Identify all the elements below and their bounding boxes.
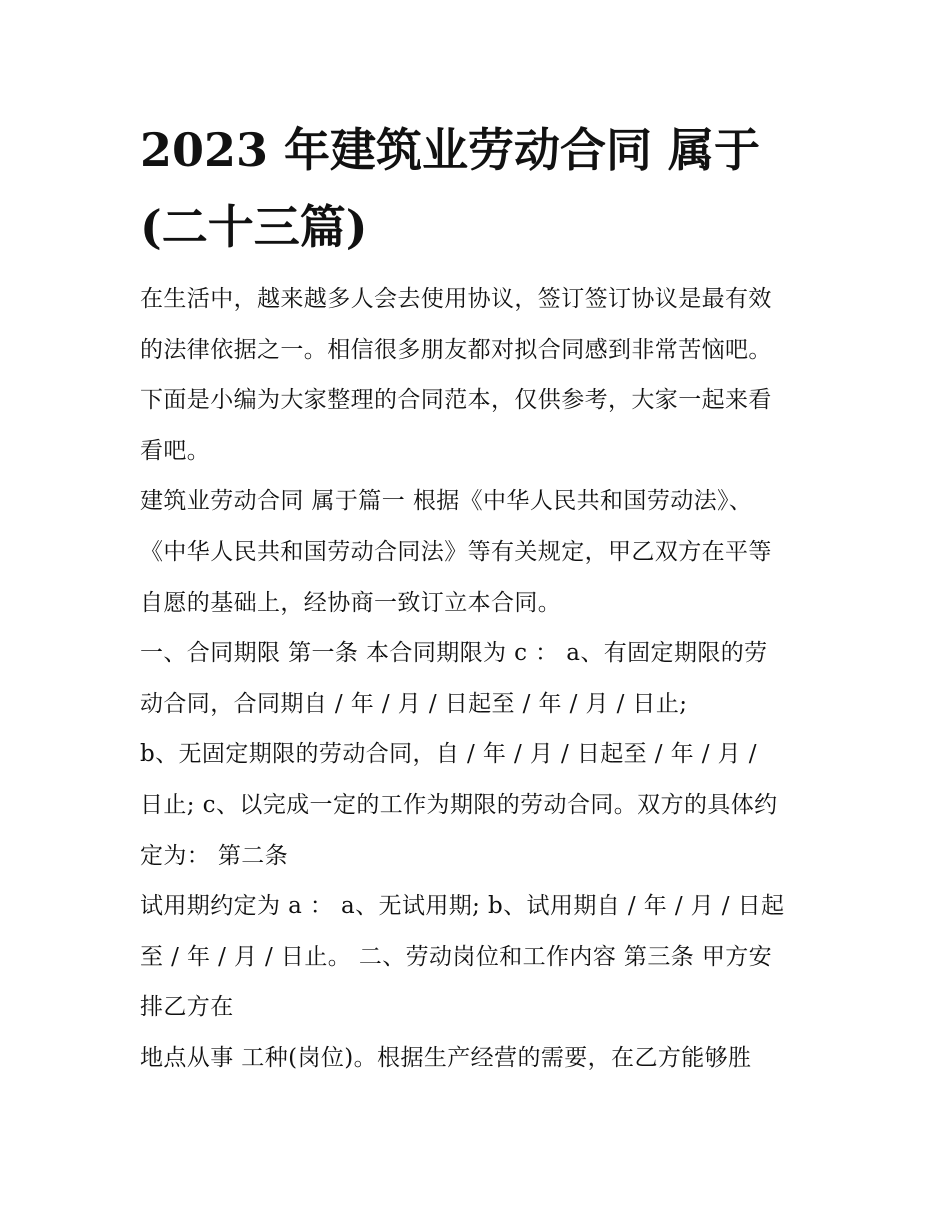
- document-body: [140, 274, 820, 1084]
- body-line: 《中华人民共和国劳动合同法》等有关规定，甲乙双方在平等: [140, 538, 772, 565]
- body-line: 在生活中，越来越多人会去使用协议，签订签订协议是最有效: [140, 286, 772, 312]
- body-line: 定为： 第二条: [140, 842, 289, 869]
- title-line-2: (二十三篇): [140, 200, 368, 254]
- body-line: 动合同，合同期自 / 年 / 月 / 日起至 / 年 / 月 / 日止;: [140, 690, 688, 717]
- body-line: 排乙方在: [140, 994, 234, 1021]
- document-page: [140, 112, 820, 1084]
- body-line: 一、合同期限 第一条 本合同期限为 c ： a、有固定期限的劳: [140, 640, 768, 667]
- title-line-1: 2023 年建筑业劳动合同 属于: [140, 123, 761, 177]
- body-line: 看吧。: [140, 437, 211, 464]
- document-title: [140, 112, 820, 266]
- body-line: 自愿的基础上，经协商一致订立本合同。: [140, 589, 562, 616]
- body-line: 下面是小编为大家整理的合同范本，仅供参考，大家一起来看: [140, 387, 772, 414]
- body-line: 试用期约定为 a ： a、无试用期; b、试用期自 / 年 / 月 / 日起: [140, 893, 785, 920]
- body-line: 日止; c、以完成一定的工作为期限的劳动合同。双方的具体约: [140, 791, 778, 818]
- body-line: 至 / 年 / 月 / 日止。 二、劳动岗位和工作内容 第三条 甲方安: [140, 943, 773, 970]
- body-line: b、无固定期限的劳动合同，自 / 年 / 月 / 日起至 / 年 / 月 /: [140, 741, 757, 768]
- body-line: 的法律依据之一。相信很多朋友都对拟合同感到非常苦恼吧。: [140, 336, 772, 363]
- body-line: 建筑业劳动合同 属于篇一 根据《中华人民共和国劳动法》、: [140, 488, 753, 515]
- body-line: 地点从事 工种(岗位)。根据生产经营的需要，在乙方能够胜: [140, 1044, 752, 1071]
